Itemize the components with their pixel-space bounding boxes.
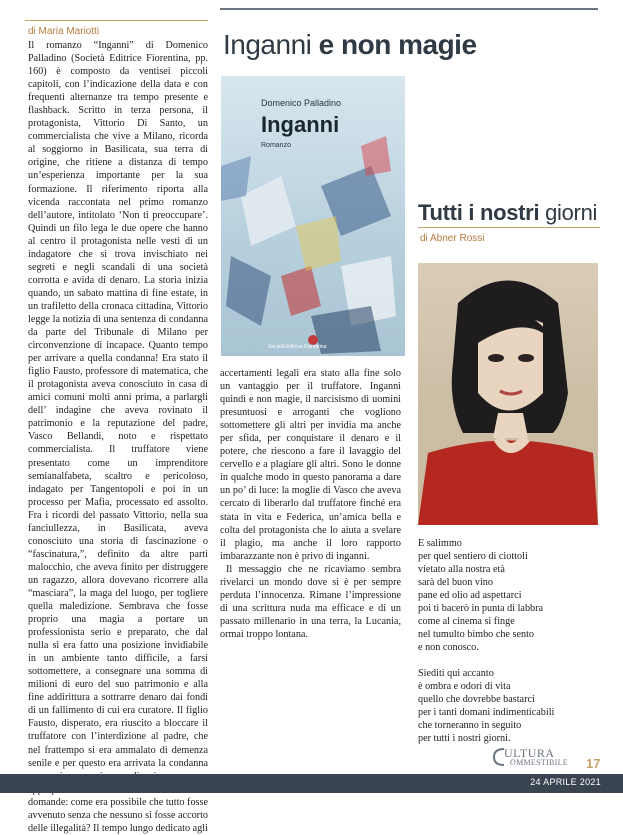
poem-line: e non conosco. (418, 642, 479, 653)
article1-author: di Maria Mariotti (28, 26, 100, 37)
poem-line: poi ti bacerò in punta di labbra (418, 603, 544, 614)
article1-column2-p1: accertamenti legali era stato alla fine solo un vantaggio per il truffatore. Inganni quindi e non magie, il narcisismo di uomini presuntuosi e arroganti che vogliono sottomettere gli altri per invidia ma anche per sfida, per conquistare il denaro e il potere, che riescono a fare il lavaggio del cervello e a plagiare gli altri. Sono le donne in qualche modo in questo panorama a dare un po’ di luce: la moglie di Vasco che aveva cercato di liberarlo dal truffatore finché era stata in vita e Federica, un’amica bella e colta del protagonista che lo aiuta a svelare il plagio, ma anche il loro rapporto imbarazzante non è privo di inganni. (220, 368, 401, 562)
book-cover-image (221, 76, 405, 356)
poem-line: sarà del buon vino (418, 577, 493, 588)
article1-title (223, 29, 477, 61)
article1-title-bold: e non magie (318, 29, 477, 60)
article2-title-light: giorni (545, 200, 598, 225)
divider-left (25, 20, 208, 21)
poem-line: per quel sentiero di ciottoli (418, 551, 528, 562)
article2-divider (418, 227, 600, 228)
issue-date: 24 APRILE 2021 (530, 777, 601, 787)
article1-column1 (28, 39, 208, 835)
poem-line: che torneranno in seguito (418, 720, 522, 731)
poem-line: per tutti i nostri giorni. (418, 733, 511, 744)
cover-title: Inganni (261, 112, 340, 137)
poem-line: per i tanti domani indimenticabili (418, 707, 555, 718)
poem-line: vietato alla nostra età (418, 564, 505, 575)
article2-author: di Abner Rossi (420, 233, 485, 244)
article1-column2 (220, 367, 401, 641)
portrait-art (418, 263, 598, 525)
article2-title (418, 200, 597, 226)
cover-genre: Romanzo (261, 142, 291, 149)
poem-line: pane ed olio ad aspettarci (418, 590, 522, 601)
portrait-painting-image (418, 263, 598, 525)
page-number: 17 (586, 756, 601, 771)
poem (418, 537, 600, 745)
poem-line: nel tumulto bimbo che sento (418, 629, 535, 640)
cover-author: Domenico Palladino (261, 98, 342, 108)
footer-bar (0, 774, 623, 793)
article2-title-bold: Tutti i nostri (418, 200, 540, 225)
poem-line: Siediti qui accanto (418, 668, 494, 679)
poem-line: quello che dovrebbe bastarci (418, 694, 535, 705)
poem-line: come al cinema si finge (418, 616, 515, 627)
stanza-gap (418, 654, 600, 667)
article1-column2-p2: Il messaggio che ne ricaviamo sembra rivelarci un mondo dove si è per sempre perduta l’innocenza. Rimane l’impressione di una scrittura nuda ma efficace e di un passato millenario in una terra, la Lucania, ormai troppo lontana. (220, 563, 401, 640)
logo-line2: OMMESTIBILE (510, 758, 568, 767)
top-bar (0, 0, 623, 12)
logo-line1: ULTURA (504, 746, 555, 760)
cover-publisher: Società Editrice Fiorentina (268, 344, 327, 350)
poem-line: E salimmo (418, 538, 462, 549)
poem-line: è ombra e odori di vita (418, 681, 511, 692)
divider-top-right (220, 8, 598, 10)
article1-title-light: Inganni (223, 29, 312, 60)
article1-column1-text: Il romanzo “Inganni” di Domenico Palladino (Società Editrice Fiorentina, pp. 160) è composto da ventisei piccoli capitoli, con l’indicazione della data e con frequenti alternanze tra tempo presente e flashback. Scritto in terza persona, il protagonista, Vittorio Di Santo, un commercialista che vive a Milano, ricorda al soggiorno in Basilicata, sua terra di origine, che ritiene a distanza di tempo un’esperienza importante per la sua formazione. Il riferimento riporta alla vicenda raccontata nel primo romanzo dell’autore, intitolato ‘Non ti preoccupare’. Quindi un filo lega le due opere che hanno al centro il protagonista nelle vesti di un indagatore che si trova invischiato nei segreti e negli scandali di una società corrotta e avida di denaro. La storia inizia quando, un sabato mattina di fine estate, in un trafiletto della cronaca cittadina, Vittorio legge la notizia di una sentenza di condanna da parte del Tribunale di Milano per circonvenzione di incapace. Quanto tempo per arrivare a quella condanna! Era stato il figlio Fausto, professore di matematica, che il protagonista aveva conosciuto in casa di amici comuni molti anni prima, a parlargli dell’ indagine che aveva rovinato il patrimonio e la reputazione del padre, Vasco Bellandi, noto e rispettato commercialista. Il truffatore viene presentato come un imprenditore semianalfabeta, scaltro e pericoloso, indagato per Tangentopoli e poi in un processo per Mafia, processato ed assolto. Fra i ricordi del passato Vittorio, nella sua fanciullezza, in Basilicata, aveva conosciuto una storia di fascinazione o “fascinatura,”, definito da altre parti malocchio, che aveva finito per distruggere un ragazzo, allora dovevano ricorrere alla “masciara”, la maga del luogo, per togliere quella maledizione. Sembrava che fosse proprio una magia a portare un professionista serio e preparato, che dal nulla si era fatto una posizione invidiabile in un ambiente tanto difficile, a farsi sottomettere, a consegnare una somma di milioni di euro del suo patrimonio e alla fine addirittura a sottrarre denaro dai fondi di un fallimento di cui era curatore. Il figlio Fausto, disperato, era riuscito a bloccare il truffatore con l’interdizione al padre, che nel frattempo si era ammalato di demenza senile e per questo era arrivata la condanna domande: come era possibile che tutto fosse avvenuto senza che nessuno si fosse accorto delle illegalità? Il tempo lungo dedicato agli (28, 40, 208, 834)
